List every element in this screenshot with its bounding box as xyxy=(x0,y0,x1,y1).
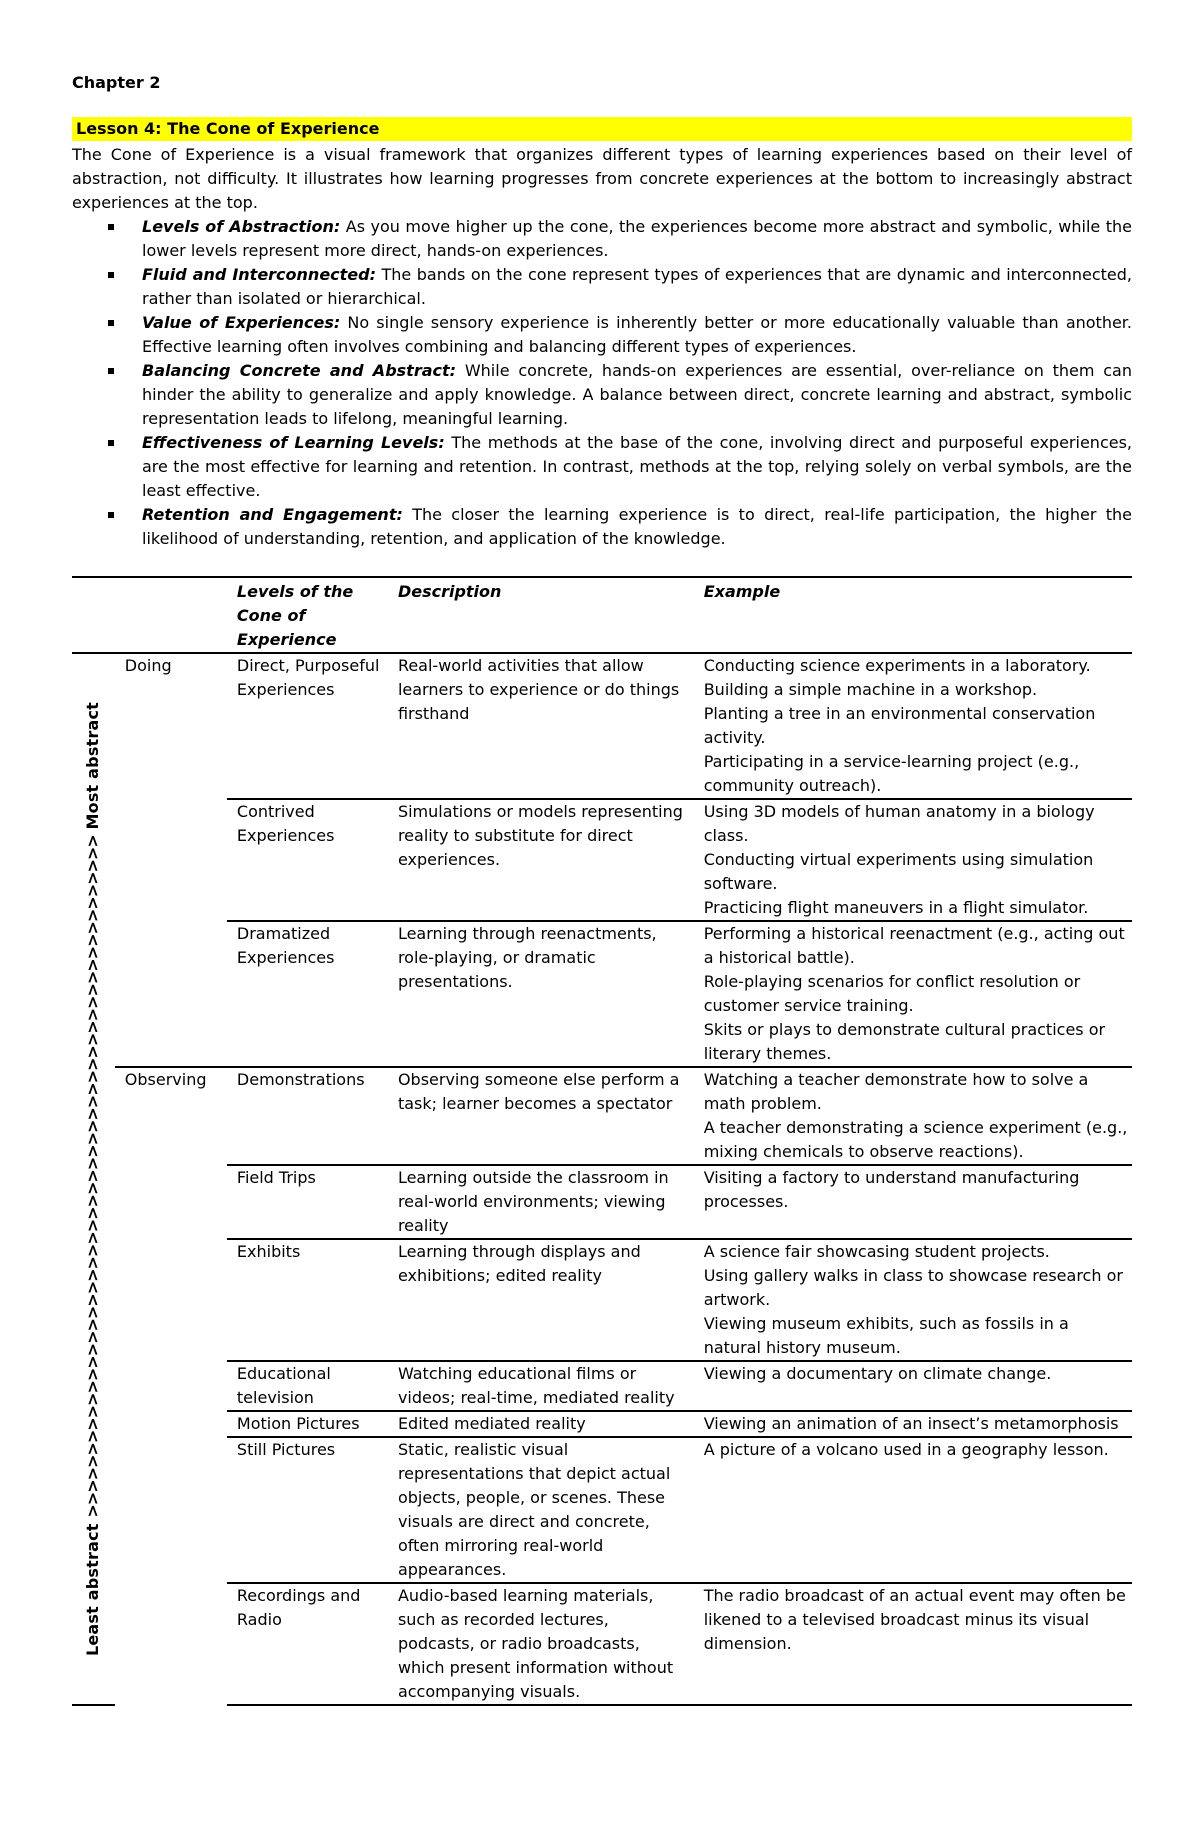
level-examples: Viewing a documentary on climate change. xyxy=(694,1361,1132,1411)
level-name: Contrived Experiences xyxy=(227,799,388,921)
group-doing: Doing xyxy=(115,653,227,1067)
table-row xyxy=(72,921,1132,1067)
level-description: Learning through reenactments, role-playing, or dramatic presentations. xyxy=(388,921,694,1067)
bullet-square-icon xyxy=(108,368,114,374)
abstraction-axis-label: Least abstract >>>>>>>>>>>>>>>>>>>>>>>>>>>>>>>>>>>>>>>>>>>>>>>>>>>>>>> Most abstract xyxy=(83,701,103,1657)
level-name: Dramatized Experiences xyxy=(227,921,388,1067)
level-name: Demonstrations xyxy=(227,1067,388,1165)
level-examples: The radio broadcast of an actual event may often be likened to a televised broadcast minus its visual dimension. xyxy=(694,1583,1132,1705)
table-row xyxy=(72,1067,1132,1165)
level-description: Audio-based learning materials, such as recorded lectures, podcasts, or radio broadcasts, which present information without accompanying visuals. xyxy=(388,1583,694,1705)
level-description: Static, realistic visual representations that depict actual objects, people, or scenes. These visuals are direct and concrete, often mirroring real-world appearances. xyxy=(388,1437,694,1583)
header-example: Example xyxy=(694,577,1132,653)
list-item: Value of Experiences: No single sensory experience is inherently better or more educationally valuable than another. Effective learning often involves combining and balancing different types of experiences. xyxy=(72,311,1132,359)
bullet-square-icon xyxy=(108,224,114,230)
list-item: Effectiveness of Learning Levels: The methods at the base of the cone, involving direct and purposeful experiences, are the most effective for learning and retention. In contrast, methods at the top, relying solely on verbal symbols, are the least effective. xyxy=(72,431,1132,503)
list-item: Levels of Abstraction: As you move higher up the cone, the experiences become more abstract and symbolic, while the lower levels represent more direct, hands-on experiences. xyxy=(72,215,1132,263)
list-item: Fluid and Interconnected: The bands on the cone represent types of experiences that are dynamic and interconnected, rather than isolated or hierarchical. xyxy=(72,263,1132,311)
level-examples: A science fair showcasing student projects. Using gallery walks in class to showcase research or artwork. Viewing museum exhibits, such as fossils in a natural history museum. xyxy=(694,1239,1132,1361)
intro-paragraph: The Cone of Experience is a visual framework that organizes different types of learning experiences based on their level of abstraction, not difficulty. It illustrates how learning progresses from concrete experiences at the bottom to increasingly abstract experiences at the top. xyxy=(72,145,1132,212)
table-row xyxy=(72,1165,1132,1239)
intro-section xyxy=(72,143,1132,551)
abstraction-axis xyxy=(72,653,115,1705)
bullet-square-icon xyxy=(108,512,114,518)
list-item: Retention and Engagement: The closer the learning experience is to direct, real-life participation, the higher the likelihood of understanding, retention, and application of the knowledge. xyxy=(72,503,1132,551)
table-row xyxy=(72,1361,1132,1411)
table-row xyxy=(72,1583,1132,1705)
table-row xyxy=(72,1239,1132,1361)
list-item: Balancing Concrete and Abstract: While concrete, hands-on experiences are essential, over-reliance on them can hinder the ability to generalize and apply knowledge. A balance between direct, concrete learning and abstract, symbolic representation leads to lifelong, meaningful learning. xyxy=(72,359,1132,431)
level-examples: Viewing an animation of an insect’s metamorphosis xyxy=(694,1411,1132,1437)
level-name: Direct, Purposeful Experiences xyxy=(227,653,388,799)
bullet-square-icon xyxy=(108,272,114,278)
lesson-title: Lesson 4: The Cone of Experience xyxy=(72,117,1132,141)
level-name: Field Trips xyxy=(227,1165,388,1239)
header-levels: Levels of the Cone of Experience xyxy=(227,577,388,653)
level-description: Learning outside the classroom in real-world environments; viewing reality xyxy=(388,1165,694,1239)
level-description: Real-world activities that allow learners to experience or do things firsthand xyxy=(388,653,694,799)
level-examples: A picture of a volcano used in a geography lesson. xyxy=(694,1437,1132,1583)
level-name: Educational television xyxy=(227,1361,388,1411)
cone-of-experience-table xyxy=(72,576,1132,1706)
level-description: Edited mediated reality xyxy=(388,1411,694,1437)
level-description: Watching educational films or videos; real-time, mediated reality xyxy=(388,1361,694,1411)
principles-list xyxy=(72,215,1132,551)
table-row xyxy=(72,1411,1132,1437)
header-description: Description xyxy=(388,577,694,653)
table-header-row xyxy=(72,577,1132,653)
level-description: Observing someone else perform a task; learner becomes a spectator xyxy=(388,1067,694,1165)
table-row xyxy=(72,1437,1132,1583)
level-name: Recordings and Radio xyxy=(227,1583,388,1705)
bullet-square-icon xyxy=(108,440,114,446)
cone-table-section xyxy=(72,576,1132,1736)
level-examples: Performing a historical reenactment (e.g., acting out a historical battle). Role-playing scenarios for conflict resolution or customer service training. Skits or plays to demonstrate cultural practices or literary themes. xyxy=(694,921,1132,1067)
level-examples: Watching a teacher demonstrate how to solve a math problem. A teacher demonstrating a science experiment (e.g., mixing chemicals to observe reactions). xyxy=(694,1067,1132,1165)
table-row xyxy=(72,799,1132,921)
table-row xyxy=(72,653,1132,799)
level-examples: Using 3D models of human anatomy in a biology class. Conducting virtual experiments using simulation software. Practicing flight maneuvers in a flight simulator. xyxy=(694,799,1132,921)
level-examples: Conducting science experiments in a laboratory. Building a simple machine in a workshop. Planting a tree in an environmental conservation activity. Participating in a service-learning project (e.g., community outreach). xyxy=(694,653,1132,799)
level-name: Still Pictures xyxy=(227,1437,388,1583)
level-name: Motion Pictures xyxy=(227,1411,388,1437)
level-name: Exhibits xyxy=(227,1239,388,1361)
level-description: Simulations or models representing reality to substitute for direct experiences. xyxy=(388,799,694,921)
group-observing: Observing xyxy=(115,1067,227,1705)
chapter-heading: Chapter 2 xyxy=(72,73,161,92)
bullet-square-icon xyxy=(108,320,114,326)
level-description: Learning through displays and exhibitions; edited reality xyxy=(388,1239,694,1361)
level-examples: Visiting a factory to understand manufacturing processes. xyxy=(694,1165,1132,1239)
